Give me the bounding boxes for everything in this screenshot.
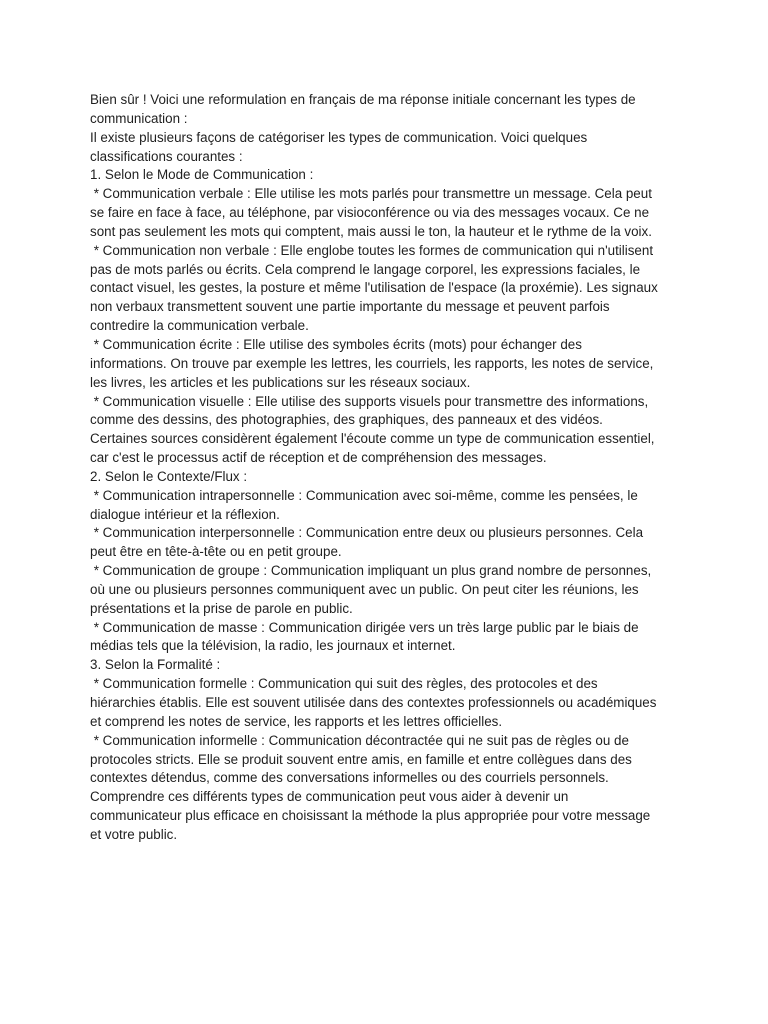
text-line: et comprend les notes de service, les rapports et les lettres officielles. xyxy=(90,713,503,729)
text-line: communicateur plus efficace en choisissant la méthode la plus appropriée pour votre message xyxy=(90,808,651,824)
text-line: Bien sûr ! Voici une reformulation en français de ma réponse initiale concernant les types de xyxy=(90,92,636,107)
text-line: * Communication verbale : Elle utilise les mots parlés pour transmettre un message. Cela peut xyxy=(90,186,652,202)
section-heading: 3. Selon la Formalité : xyxy=(90,657,221,673)
text-line: contact visuel, les gestes, la posture et même l'utilisation de l'espace (la proxémie). Les signaux xyxy=(90,280,658,296)
section-heading: 1. Selon le Mode de Communication : xyxy=(90,167,314,183)
text-line: * Communication interpersonnelle : Communication entre deux ou plusieurs personnes. Cela xyxy=(90,525,644,541)
text-line: * Communication écrite : Elle utilise des symboles écrits (mots) pour échanger des xyxy=(90,336,582,352)
text-line: contredire la communication verbale. xyxy=(90,318,309,334)
text-line: Comprendre ces différents types de communication peut vous aider à devenir un xyxy=(90,789,569,805)
text-line: * Communication formelle : Communication qui suit des règles, des protocoles et des xyxy=(90,676,598,692)
text-line: peut être en tête-à-tête ou en petit groupe. xyxy=(90,544,342,560)
text-line: les livres, les articles et les publications sur les réseaux sociaux. xyxy=(90,374,471,390)
text-line: * Communication de masse : Communication dirigée vers un très large public par le biais de xyxy=(90,619,639,635)
text-line: pas de mots parlés ou écrits. Cela comprend le langage corporel, les expressions faciales, le xyxy=(90,261,641,277)
text-line: communication : xyxy=(90,110,188,126)
text-line: * Communication visuelle : Elle utilise des supports visuels pour transmettre des informations, xyxy=(90,393,649,409)
text-line: non verbaux transmettent souvent une partie importante du message et peuvent parfois xyxy=(90,299,610,315)
text-line: médias tels que la télévision, la radio, les journaux et internet. xyxy=(90,638,456,654)
text-line: * Communication non verbale : Elle englobe toutes les formes de communication qui n'utilisent xyxy=(90,242,654,258)
text-line: où une ou plusieurs personnes communiquent avec un public. On peut citer les réunions, les xyxy=(90,581,639,597)
text-line: informations. On trouve par exemple les lettres, les courriels, les rapports, les notes de service, xyxy=(90,355,654,371)
text-line: * Communication informelle : Communication décontractée qui ne suit pas de règles ou de xyxy=(90,732,629,748)
text-line: présentations et la prise de parole en public. xyxy=(90,600,353,616)
section-heading: 2. Selon le Contexte/Flux : xyxy=(90,468,248,484)
text-line: car c'est le processus actif de réception et de compréhension des messages. xyxy=(90,450,547,466)
text-line: hiérarchies établis. Elle est souvent utilisée dans des contextes professionnels ou académiques xyxy=(90,695,657,710)
text-line: protocoles stricts. Elle se produit souvent entre amis, en famille et entre collègues dans des xyxy=(90,751,632,767)
text-line: et votre public. xyxy=(90,826,178,842)
document-page xyxy=(90,91,690,845)
text-line: Certaines sources considèrent également l'écoute comme un type de communication essentiel, xyxy=(90,431,655,447)
text-line: * Communication intrapersonnelle : Communication avec soi-même, comme les pensées, le xyxy=(90,487,638,503)
text-line: Il existe plusieurs façons de catégoriser les types de communication. Voici quelques xyxy=(90,129,588,145)
text-line: se faire en face à face, au téléphone, par visioconférence ou via des messages vocaux. Ce ne xyxy=(90,205,650,221)
text-line: comme des dessins, des photographies, des graphiques, des panneaux et des vidéos. xyxy=(90,412,603,428)
text-line: dialogue intérieur et la réflexion. xyxy=(90,506,280,522)
text-line: sont pas seulement les mots qui comptent, mais aussi le ton, la hauteur et le rythme de la voix. xyxy=(90,223,652,239)
text-line: contextes détendus, comme des conversations informelles ou des courriels personnels. xyxy=(90,770,609,786)
text-line: * Communication de groupe : Communication impliquant un plus grand nombre de personnes, xyxy=(90,563,652,579)
text-line: classifications courantes : xyxy=(90,148,243,164)
